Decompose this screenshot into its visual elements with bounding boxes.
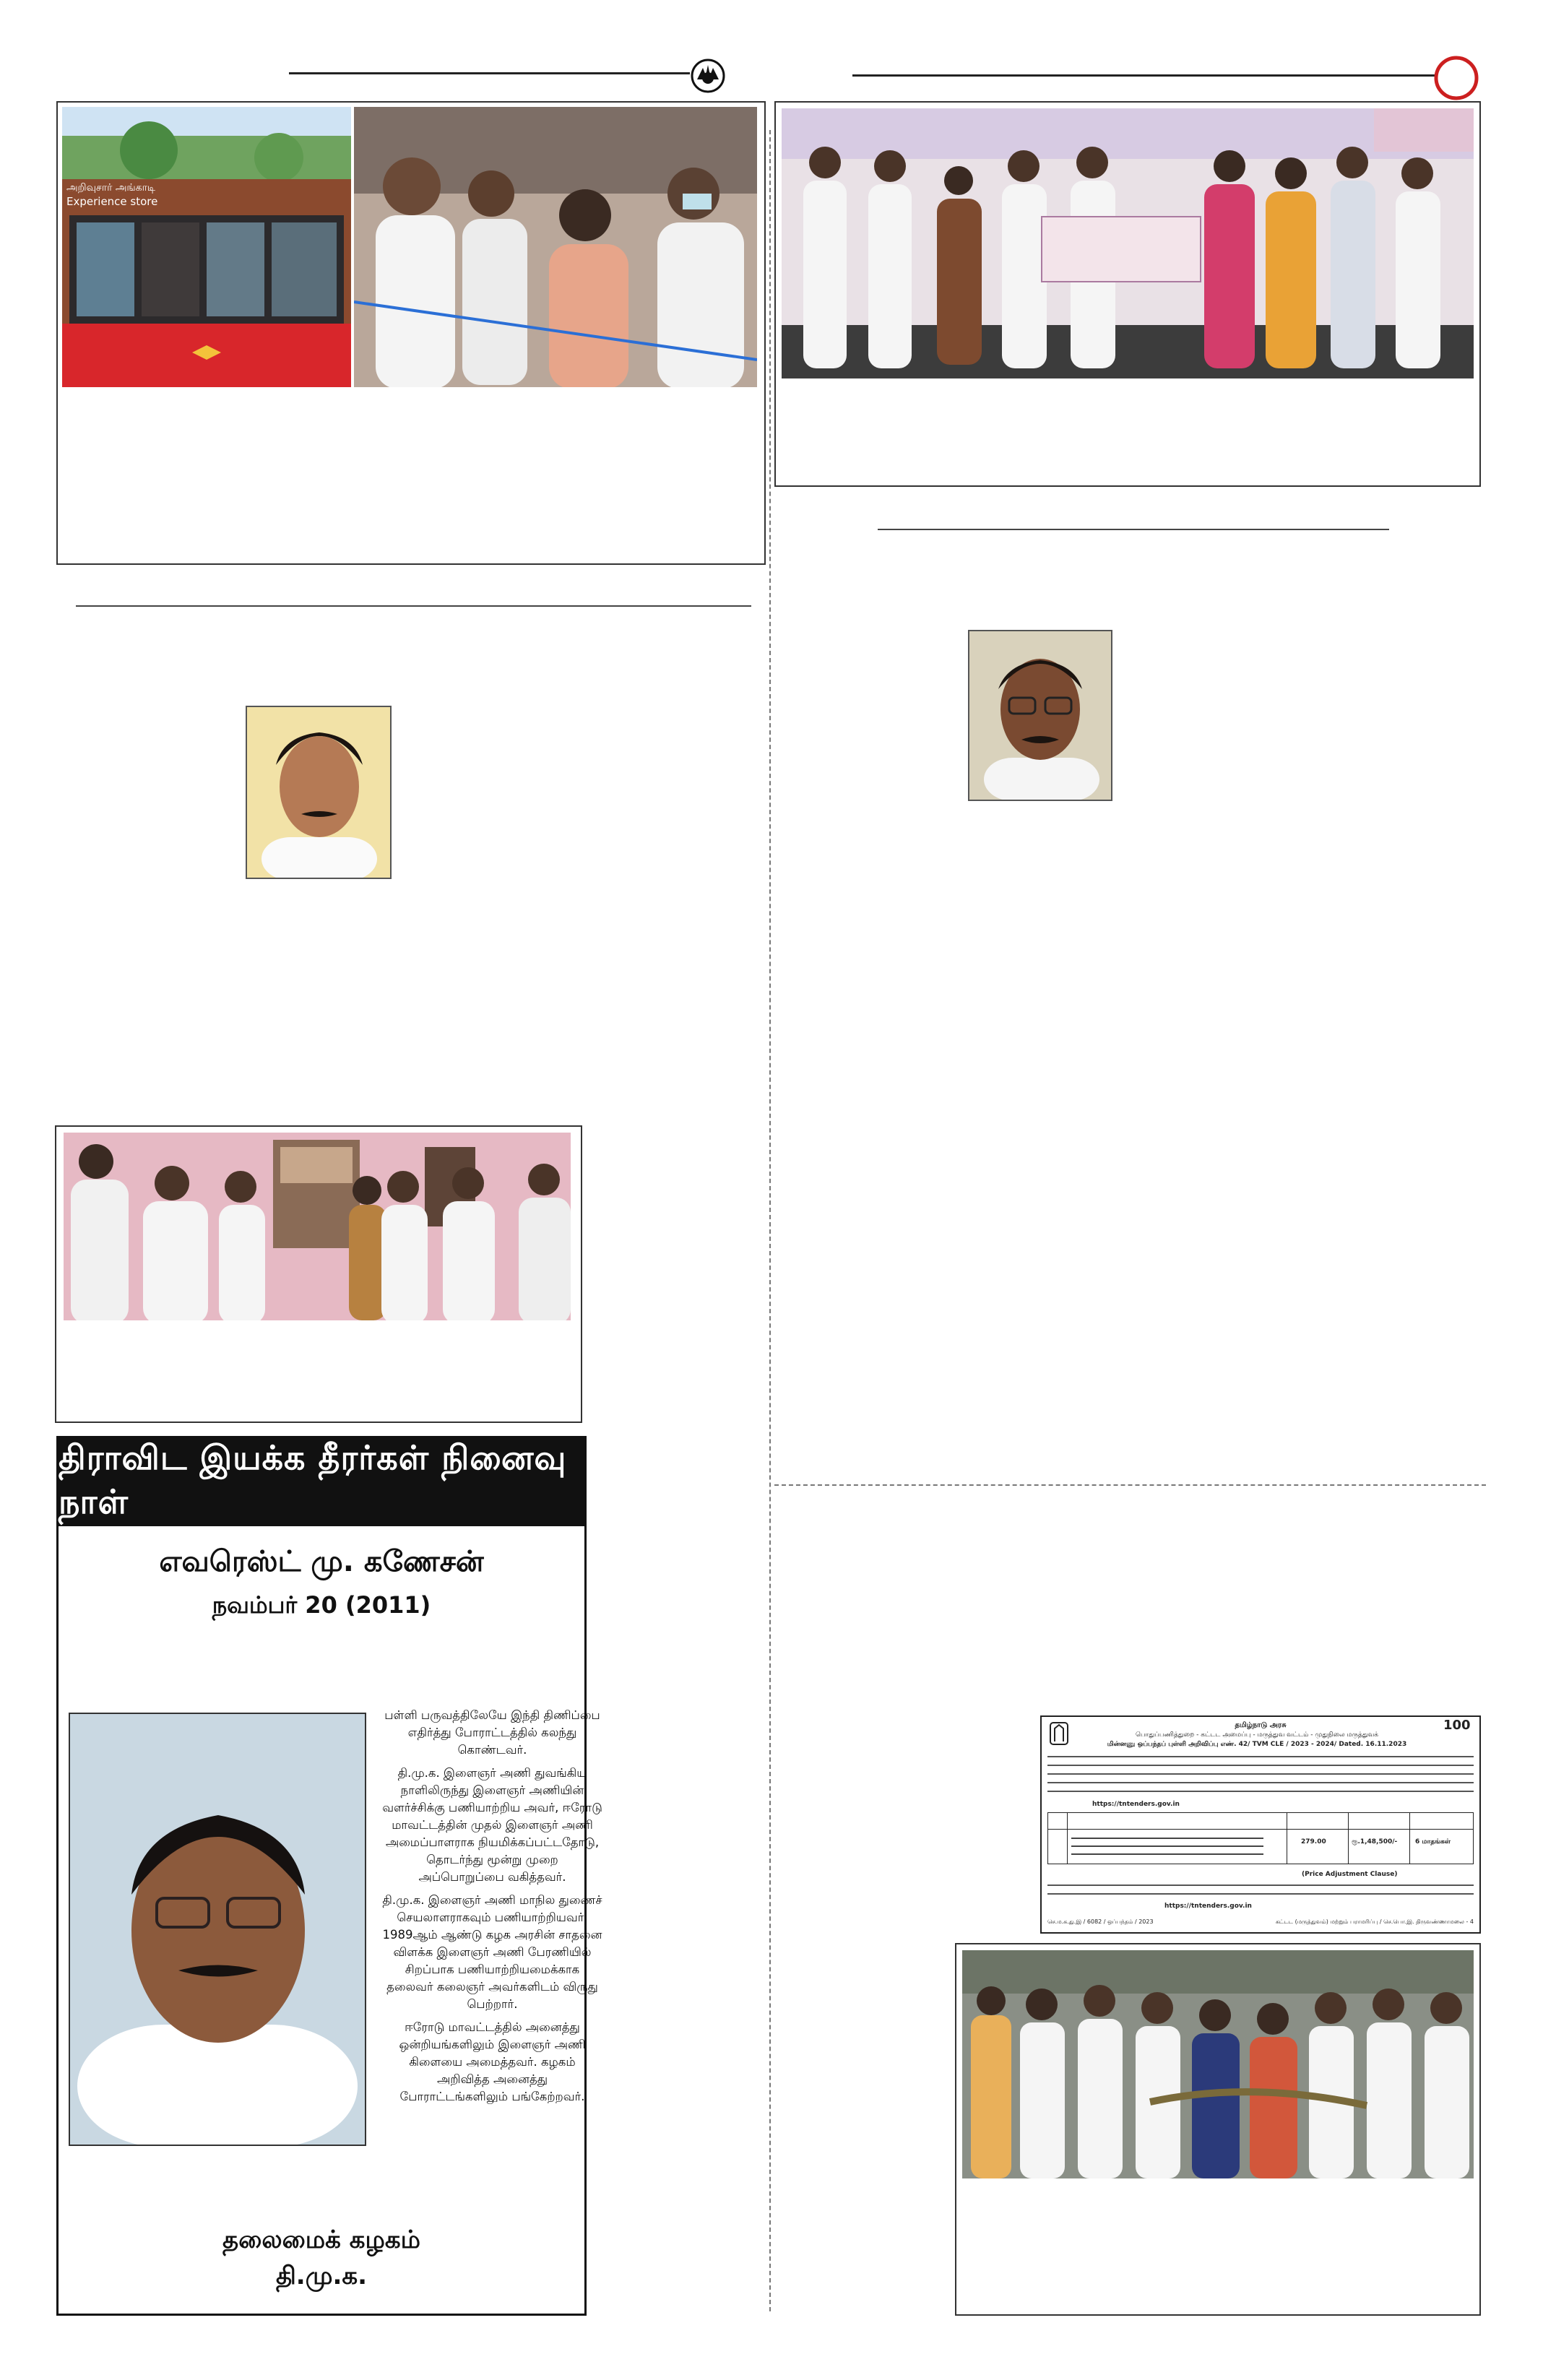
store-sign-line2: Experience store <box>66 195 158 208</box>
memorial-date: நவம்பர் 20 (2011) <box>212 1591 431 1619</box>
store-opening-photo-box <box>56 101 766 565</box>
sun-emblem-icon <box>690 58 726 94</box>
memorial-bio <box>382 1707 602 2111</box>
tender-row-months: 6 மாதங்கள் <box>1415 1838 1451 1845</box>
tender-row-emd: ரூ.1,48,500/- <box>1352 1838 1398 1845</box>
harvest-event-photo <box>962 1950 1474 2178</box>
tender-notes-lines <box>1047 1882 1474 1900</box>
memorial-bio-p2: தி.மு.க. இளைஞர் அணி துவங்கிய நாளிலிருந்து இளைஞர் அணியின் வளர்ச்சிக்கு பணியாற்றிய அவர், ஈரோடு மாவட்டத்தின் முதல் இளைஞர் அணி அமைப்பாளராக நியமிக்கப்பட்டதோடு, தொடர்ந்து மூன்று முறை அப்பொறுப்பை வகித்தவர். <box>382 1766 602 1884</box>
tender-clause: (Price Adjustment Clause) <box>1302 1871 1398 1878</box>
tender-header-3: மின்னணு ஒப்பந்தப் புள்ளி அறிவிப்பு எண். 42/ TVM CLE / 2023 - 2024/ Dated. 16.11.2023 <box>1107 1741 1407 1748</box>
memorial-name: எவரெஸ்ட் மு. கணேசன் <box>159 1545 484 1578</box>
memorial-portrait <box>69 1713 366 2146</box>
harvest-event-photo-box <box>955 1943 1481 2316</box>
tender-badge: 100 <box>1443 1718 1471 1733</box>
home-visit-photo <box>64 1133 571 1320</box>
column-divider <box>769 130 771 2311</box>
ribbon-cutting-photo <box>354 107 757 387</box>
tender-table <box>1047 1812 1474 1864</box>
right-column-separator <box>774 1484 1486 1486</box>
home-visit-photo-box <box>55 1125 582 1423</box>
store-photo <box>62 107 351 387</box>
portrait-right <box>968 630 1112 801</box>
cheque-presentation-photo-box <box>774 101 1481 487</box>
memorial-footer-line1: தலைமைக் கழகம் <box>222 2225 420 2254</box>
tender-url-1: https://tntenders.gov.in <box>1092 1801 1180 1808</box>
tender-header-2: பொதுப்பணித்துறை - கட்டட அமைப்பு - மருத்துவ வட்டம் - முதுநிலை மருத்துவக் <box>1135 1731 1379 1739</box>
red-circle-icon <box>1433 55 1479 101</box>
cheque-presentation-photo <box>782 108 1474 378</box>
left-section-rule <box>76 605 751 607</box>
memorial-title: திராவிட இயக்க தீரர்கள் நினைவு நாள் <box>59 1438 584 1526</box>
tender-notice <box>1040 1715 1481 1934</box>
memorial-advert <box>56 1436 602 2316</box>
tender-row-cost: 279.00 <box>1301 1838 1326 1845</box>
memorial-bio-p3: தி.மு.க. இளைஞர் அணி மாநில துணைச் செயலாளராகவும் பணியாற்றியவர். 1989ஆம் ஆண்டு கழக அரசின் சாதனை விளக்க இளைஞர் அணி பேரணியில் சிறப்பாக பணியாற்றியமைக்காக தலைவர் கலைஞர் அவர்களிடம் விருது பெற்றார். <box>382 1893 602 2011</box>
header-rule-left <box>289 72 690 74</box>
header-rule-right <box>852 74 1438 77</box>
memorial-bio-p4: ஈரோடு மாவட்டத்தில் அனைத்து ஒன்றியங்களிலும் இளைஞர் அணி கிளையை அமைத்தவர். கழகம் அறிவித்த அனைத்து போராட்டங்களிலும் பங்கேற்றவர். <box>399 2020 586 2103</box>
tender-url-2: https://tntenders.gov.in <box>1164 1903 1252 1910</box>
portrait-left <box>246 706 392 879</box>
tender-footer-left: செ.ம.க.து.இ / 6082 / ஒப்பந்தம் / 2023 <box>1047 1918 1154 1925</box>
tender-footer-right: கட்டட (மருத்துவம்) மற்றும் பராமரிப்பு / செ.பொ.இ. திருவண்ணாமலை - 4 <box>1275 1918 1474 1925</box>
tender-body-lines <box>1047 1753 1474 1798</box>
memorial-bio-p1: பள்ளி பருவத்திலேயே இந்தி திணிப்பை எதிர்த்து போராட்டத்தில் கலந்து கொண்டவர். <box>384 1708 600 1757</box>
store-sign-line1: அறிவுசார் அங்காடி <box>66 182 156 194</box>
right-section-rule <box>878 529 1389 530</box>
tender-header-1: தமிழ்நாடு அரசு <box>1235 1721 1287 1729</box>
memorial-footer-line2: தி.மு.க. <box>275 2262 368 2290</box>
